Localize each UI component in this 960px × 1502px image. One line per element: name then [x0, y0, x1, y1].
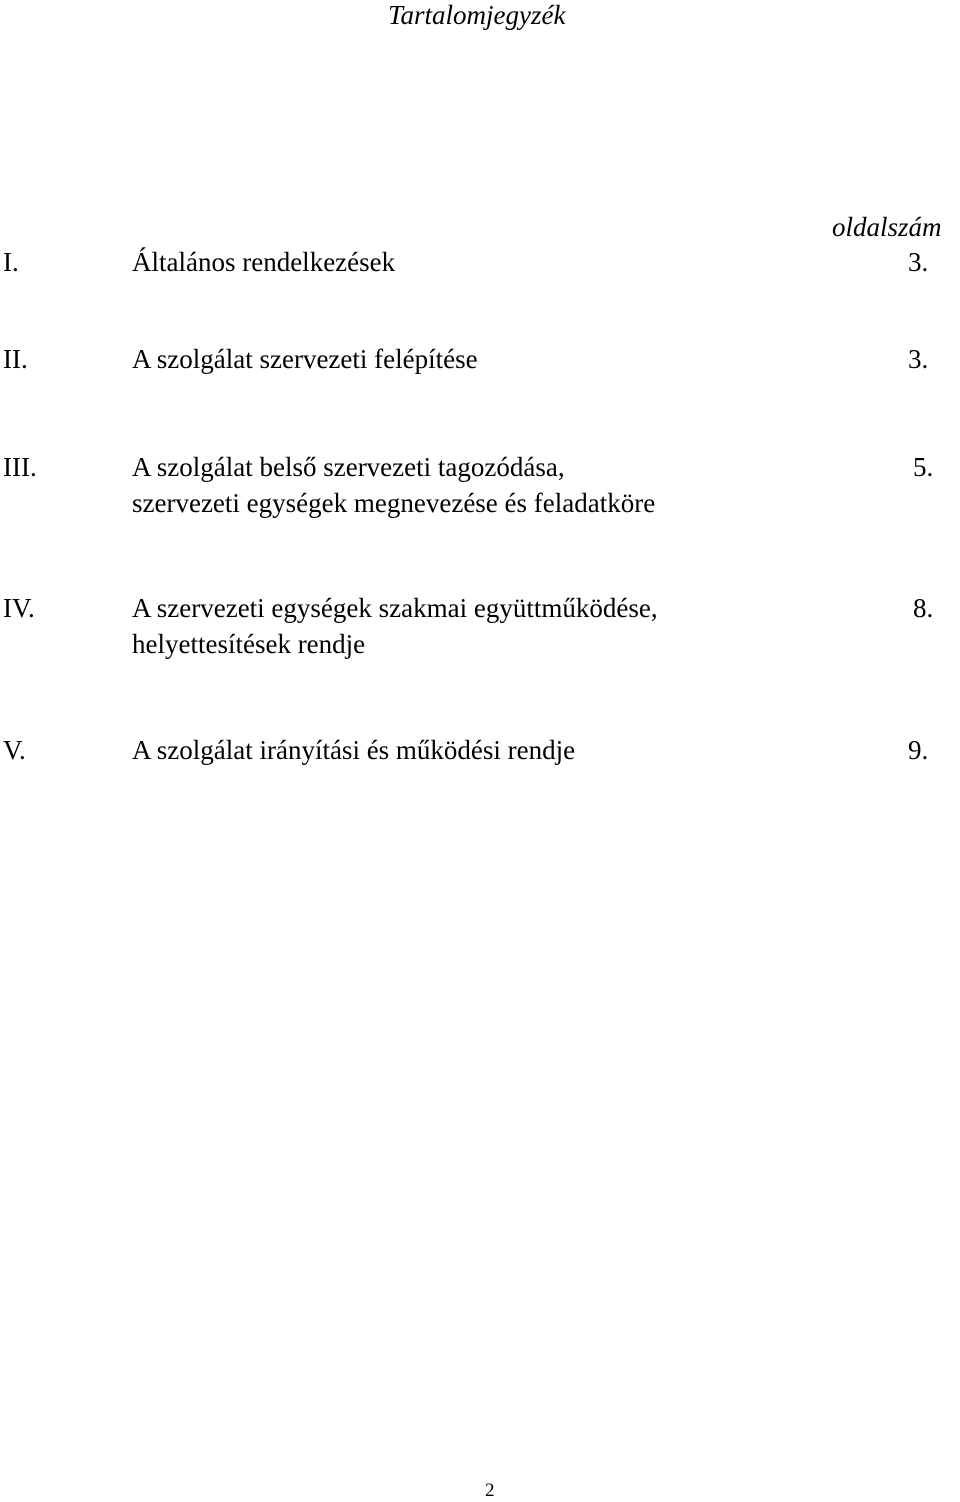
toc-entry-page: 9.	[908, 735, 929, 765]
toc-entry-title	[132, 341, 478, 377]
toc-entry-line: A szolgálat belső szervezeti tagozódása,	[132, 452, 565, 482]
toc-entry-title	[132, 590, 658, 662]
toc-entry-number: II.	[3, 344, 28, 374]
toc-entry-page: 8.	[913, 593, 934, 623]
toc-entry-number: III.	[3, 452, 37, 482]
toc-entry-number: IV.	[3, 593, 35, 623]
toc-entry-number: V.	[3, 735, 26, 765]
document-title: Tartalomjegyzék	[388, 0, 566, 30]
toc-entry-page: 5.	[913, 452, 934, 482]
toc-entry-title	[132, 449, 655, 521]
toc-entry-number: I.	[3, 247, 19, 277]
toc-entry-line: A szolgálat irányítási és működési rendje	[132, 735, 576, 765]
footer-page-number: 2	[485, 1480, 495, 1501]
page-column-header: oldalszám	[832, 212, 942, 242]
toc-entry-page: 3.	[908, 247, 929, 277]
toc-entry-line: Általános rendelkezések	[132, 247, 396, 277]
toc-entry-title	[132, 244, 395, 280]
toc-entry-line: szervezeti egységek megnevezése és feladatköre	[132, 488, 656, 518]
toc-entry-page: 3.	[908, 344, 929, 374]
toc-entry-line: A szervezeti egységek szakmai együttműködése,	[132, 593, 658, 623]
toc-entry-title	[132, 732, 575, 768]
toc-entry-line: A szolgálat szervezeti felépítése	[132, 344, 478, 374]
toc-entry-line: helyettesítések rendje	[132, 629, 366, 659]
